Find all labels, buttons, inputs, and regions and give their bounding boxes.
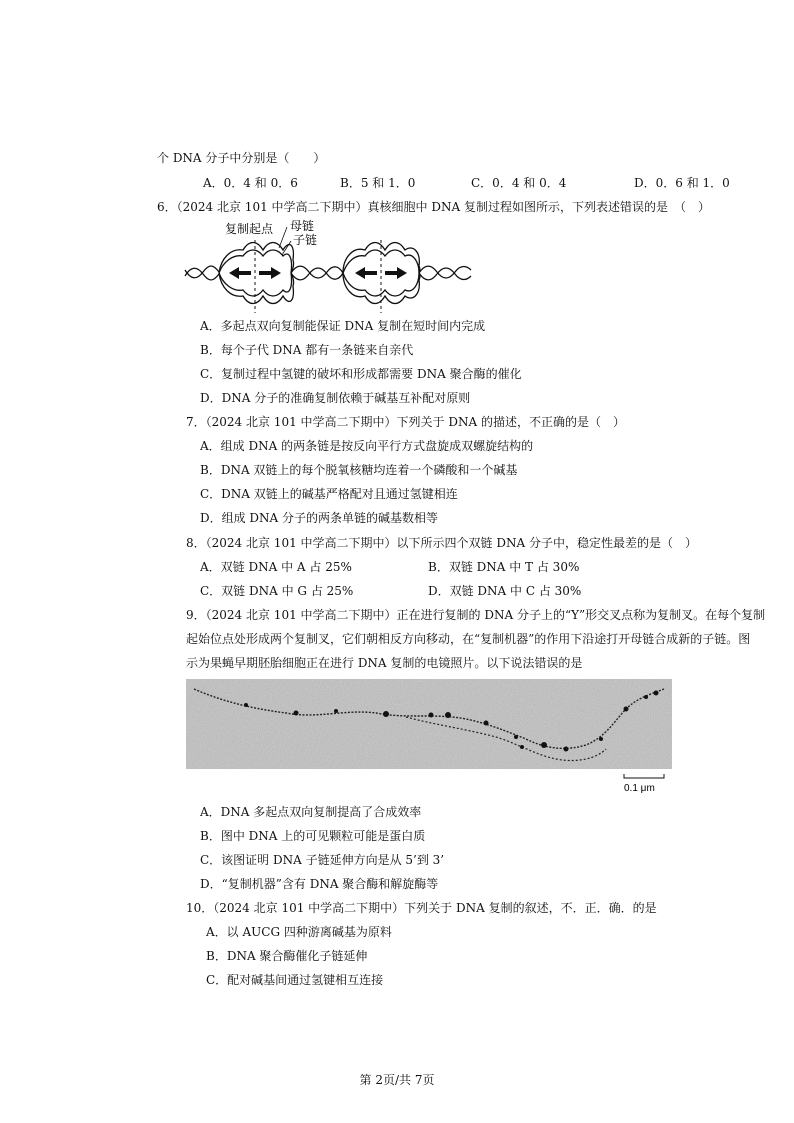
page-number: 第 2页/共 7页 <box>359 1073 435 1087</box>
q10-stem: 10．（2024 北京 101 中学高二下期中）下列关于 DNA 复制的叙述，不．正．确．的是 <box>186 901 657 915</box>
q8-option-d: D．双链 DNA 中 C 占 30% <box>428 584 582 598</box>
q10-option-b: B．DNA 聚合酶催化子链延伸 <box>206 949 368 963</box>
q7-option-c: C．DNA 双链上的碱基严格配对且通过氢键相连 <box>200 487 458 501</box>
q8-option-c: C．双链 DNA 中 G 占 25% <box>200 584 354 598</box>
q8-stem: 8．（2024 北京 101 中学高二下期中）以下所示四个双链 DNA 分子中，稳定性最差的是（ ） <box>186 536 697 550</box>
q5-stem-tail: 个 DNA 分子中分别是（ ） <box>157 151 326 165</box>
electron-micrograph <box>186 679 672 769</box>
q6-option-d: D．DNA 分子的准确复制依赖于碱基互补配对原则 <box>200 391 471 405</box>
q9-option-c: C．该图证明 DNA 子链延伸方向是从 5’到 3’ <box>200 853 445 867</box>
q6-option-b: B．每个子代 DNA 都有一条链来自亲代 <box>200 343 414 357</box>
daughter-strand-label: 子链 <box>293 233 318 247</box>
q10-option-a: A．以 AUCG 四种游离碱基为原料 <box>206 925 392 939</box>
q8-option-a: A．双链 DNA 中 A 占 25% <box>200 560 352 574</box>
q5-option-b: B．5 和 1．0 <box>340 176 416 190</box>
dna-replication-diagram <box>183 218 473 318</box>
q5-option-d: D．0．6 和 1．0 <box>634 176 730 190</box>
q8-option-b: B．双链 DNA 中 T 占 30% <box>428 560 580 574</box>
q7-option-b: B．DNA 双链上的每个脱氧核糖均连着一个磷酸和一个碱基 <box>200 463 518 477</box>
origin-label: 复制起点 <box>225 222 274 236</box>
q5-option-c: C．0．4 和 0．4 <box>471 176 567 190</box>
dna-helix-strands <box>185 243 471 304</box>
q7-option-d: D．组成 DNA 分子的两条单链的碱基数相等 <box>200 511 439 525</box>
q9-stem-line-1: 9．（2024 北京 101 中学高二下期中）正在进行复制的 DNA 分子上的“Y”形交叉点称为复制叉。在每个复制 <box>186 608 766 622</box>
q7-option-a: A．组成 DNA 的两条链是按反向平行方式盘旋成双螺旋结构的 <box>200 439 534 453</box>
parent-strand-label: 母链 <box>290 219 315 233</box>
q9-option-d: D．“复制机器”含有 DNA 聚合酶和解旋酶等 <box>200 877 439 891</box>
q6-stem: 6．（2024 北京 101 中学高二下期中）真核细胞中 DNA 复制过程如图所示，下列表述错误的是 （ ） <box>157 200 710 214</box>
scale-bar <box>620 772 672 794</box>
q9-stem-line-3: 示为果蝇早期胚胎细胞正在进行 DNA 复制的电镜照片。以下说法错误的是 <box>186 656 583 670</box>
q9-option-a: A．DNA 多起点双向复制提高了合成效率 <box>200 805 422 819</box>
q5-option-a: A．0．4 和 0．6 <box>203 176 298 190</box>
q7-stem: 7．（2024 北京 101 中学高二下期中）下列关于 DNA 的描述，不正确的是（ ） <box>186 415 625 429</box>
scale-bar-label: 0.1 μm <box>624 783 655 794</box>
q10-option-c: C．配对碱基间通过氢键相互连接 <box>206 973 384 987</box>
q9-stem-line-2: 起始位点处形成两个复制叉，它们朝相反方向移动，在“复制机器”的作用下沿途打开母链合成新的子链。图 <box>186 632 751 646</box>
q6-option-c: C．复制过程中氢键的破坏和形成都需要 DNA 聚合酶的催化 <box>200 367 522 381</box>
replication-direction-arrows <box>229 267 407 279</box>
q6-option-a: A．多起点双向复制能保证 DNA 复制在短时间内完成 <box>200 319 486 333</box>
q9-option-b: B．图中 DNA 上的可见颗粒可能是蛋白质 <box>200 829 426 843</box>
